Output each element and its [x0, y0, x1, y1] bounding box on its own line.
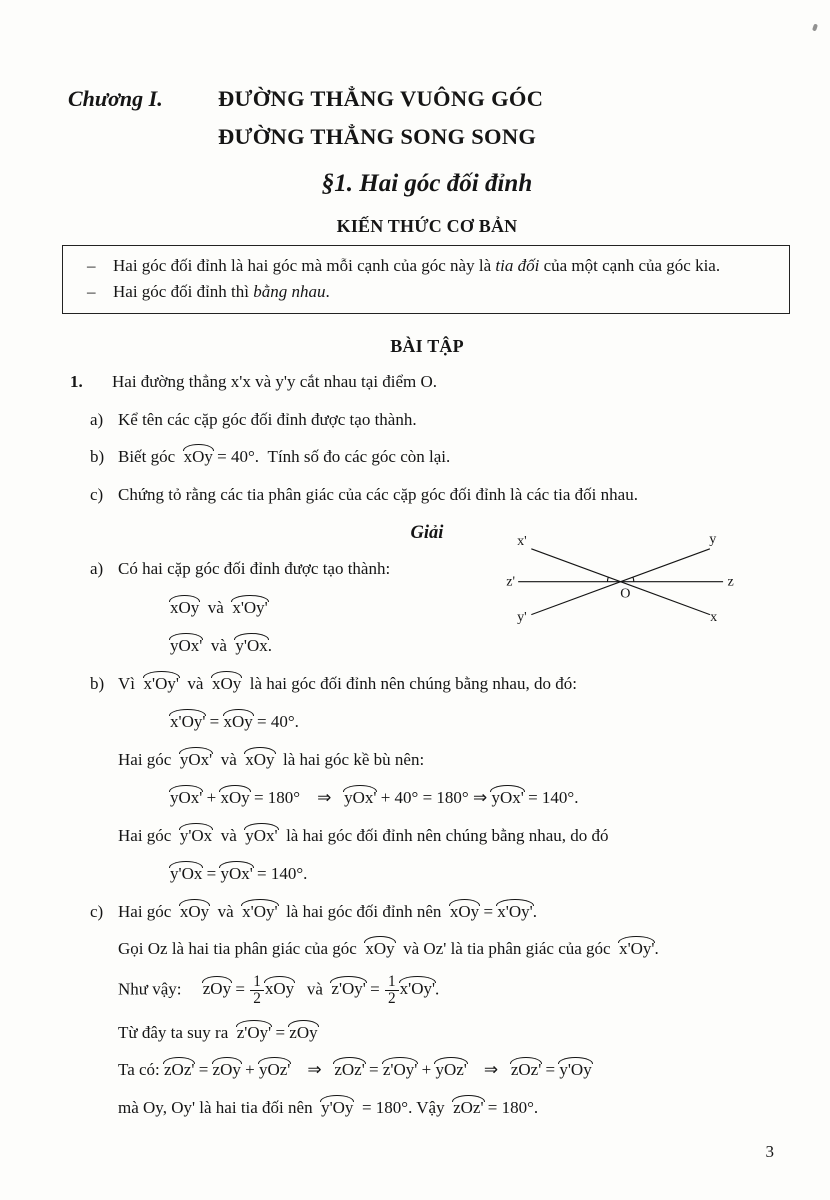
knowledge-text-2: Hai góc đối đỉnh thì bằng nhau. — [113, 281, 330, 301]
part-c-text: Chứng tỏ rằng các tia phân giác của các cặp góc đối đỉnh là các tia đối nhau. — [118, 484, 638, 504]
knowledge-header: KIẾN THỨC CƠ BẢN — [336, 216, 518, 236]
chapter-heading — [68, 80, 790, 156]
dash-bullet: – — [87, 256, 96, 275]
solution-a-label: a) — [90, 559, 104, 578]
diagram-label-y: y — [709, 531, 717, 548]
problem-part-a — [64, 407, 790, 433]
angle-arc-right — [633, 577, 634, 582]
problem-statement-row — [64, 369, 790, 395]
part-c-label: c) — [90, 484, 104, 504]
problem-part-c — [64, 482, 790, 508]
page-number: 3 — [765, 1142, 774, 1161]
solution-b-line6: y'Ox = yOx' = 140°. — [170, 864, 308, 883]
knowledge-item-2 — [75, 279, 777, 305]
diagram-label-O: O — [620, 585, 631, 602]
knowledge-box — [62, 245, 790, 314]
chapter-title — [218, 80, 543, 156]
diagram-label-z: z — [727, 573, 734, 590]
chapter-title-line2: ĐƯỜNG THẲNG SONG SONG — [218, 124, 537, 149]
solution-c-line2: Gọi Oz là hai tia phân giác của góc xOy và Oz' là tia phân giác của góc x'Oy'. — [118, 939, 659, 958]
problem-statement: Hai đường thẳng x'x và y'y cắt nhau tại điểm O. — [112, 372, 438, 391]
diagram-label-x-prime: x' — [517, 533, 527, 550]
solution-b-row — [64, 671, 790, 697]
chapter-title-line1: ĐƯỜNG THẲNG VUÔNG GÓC — [218, 86, 544, 111]
part-b-label: b) — [90, 447, 105, 466]
angle-pair-2: yOx' và y'Ox. — [170, 636, 272, 655]
angle-arc-left — [607, 577, 608, 582]
solution-header: Giải — [410, 523, 444, 543]
solution-c-line6: mà Oy, Oy' là hai tia đối nên y'Oy = 180°. Vậy zOz' = 180°. — [118, 1097, 539, 1117]
solution-b-line5: Hai góc y'Ox và yOx' là hai góc đối đỉnh nên chúng bằng nhau, do đó — [118, 825, 609, 845]
solution-c-label: c) — [90, 901, 104, 921]
diagram-label-z-prime: z' — [506, 573, 516, 590]
exercises-header: BÀI TẬP — [390, 336, 464, 356]
knowledge-text-1: Hai góc đối đỉnh là hai góc mà mỗi cạnh của góc này là tia đối của một cạnh của góc kia. — [113, 256, 721, 275]
solution-c-line4: Từ đây ta suy ra z'Oy' = zOy — [118, 1022, 318, 1042]
dash-bullet: – — [87, 281, 96, 301]
problem-number: 1. — [70, 372, 83, 391]
section-title: §1. Hai góc đối đỉnh — [321, 170, 533, 197]
part-a-text: Kể tên các cặp góc đối đỉnh được tạo thành. — [118, 409, 417, 429]
knowledge-item-1 — [75, 253, 777, 279]
solution-c-row — [64, 899, 790, 925]
diagram-lines — [518, 549, 723, 615]
diagram-label-x: x — [710, 609, 718, 624]
solution-a-intro: Có hai cặp góc đối đỉnh được tạo thành: — [118, 559, 391, 578]
chapter-label: Chương I. — [68, 86, 163, 111]
solution-c-line3: Như vậy: zOy = $\frac{1}{2}$ xOy và z'Oy' = $\frac{1}{2}$ x'Oy'. — [118, 972, 440, 1008]
solution-part-a-text — [64, 544, 505, 659]
solution-b-line4: yOx' + xOy = 180° ⇒ yOx' + 40° = 180° ⇒ yOx' = 140°. — [170, 788, 579, 807]
solution-b-line1: Vì x'Oy' và xOy là hai góc đối đỉnh nên chúng bằng nhau, do đó: — [118, 673, 577, 693]
solution-b-label: b) — [90, 673, 105, 693]
problem-part-b — [64, 444, 790, 470]
scan-artifact-icon — [812, 24, 818, 32]
solution-b-line3: Hai góc yOx' và xOy là hai góc kề bù nên: — [118, 749, 425, 769]
angle-pair-1: xOy và x'Oy' — [170, 597, 268, 617]
part-a-label: a) — [90, 409, 104, 429]
solution-c-line1: Hai góc xOy và x'Oy' là hai góc đối đỉnh nên xOy = x'Oy'. — [118, 901, 537, 921]
part-b-text: Biết góc xOy = 40°. Tính số đo các góc còn lại. — [118, 447, 451, 466]
diagram-label-y-prime: y' — [517, 609, 527, 624]
problem-1 — [64, 369, 790, 507]
solution-b-line2: x'Oy' = xOy = 40°. — [170, 712, 299, 731]
solution-c-line5: Ta có: zOz' = zOy + yOz' ⇒ zOz' = z'Oy' + yOz' ⇒ zOz' = y'Oy — [118, 1060, 592, 1080]
solution-a-intro-row — [64, 556, 505, 582]
angle-diagram — [505, 530, 740, 624]
